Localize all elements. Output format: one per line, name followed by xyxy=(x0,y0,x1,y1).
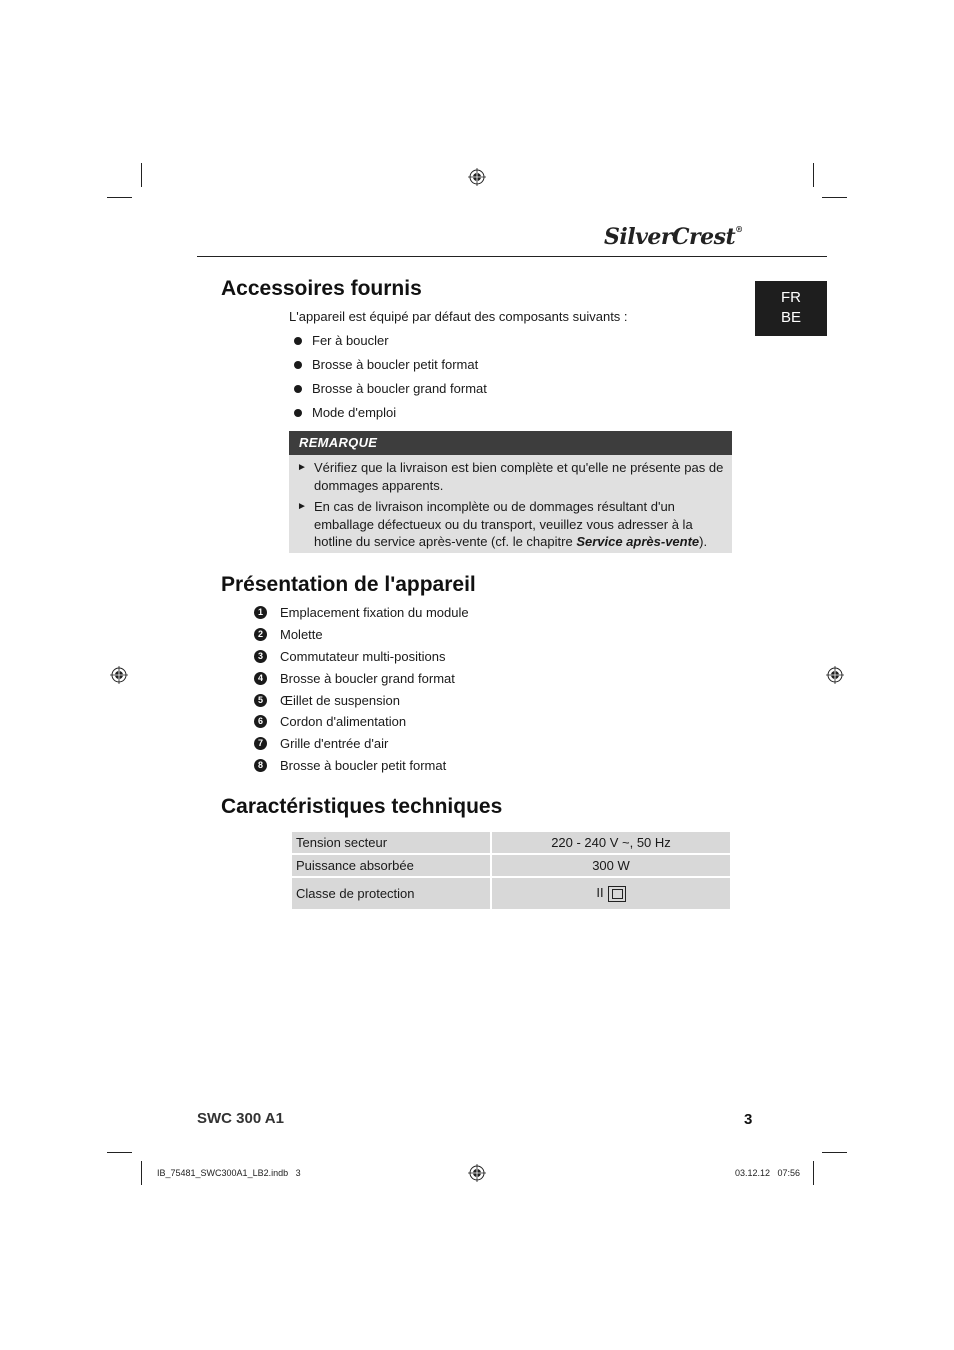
registration-mark-icon xyxy=(468,1164,486,1182)
list-item: Brosse à boucler grand format xyxy=(293,379,487,403)
list-item: Brosse à boucler petit format xyxy=(293,355,487,379)
registration-mark-icon xyxy=(110,666,128,684)
bullet-icon xyxy=(294,409,302,417)
country-code: BE xyxy=(780,309,801,326)
arrow-right-icon: ► xyxy=(297,501,307,512)
section-title-overview: Présentation de l'appareil xyxy=(221,573,476,596)
print-slug-date: 03.12.12 07:56 xyxy=(735,1168,801,1178)
note-box: REMARQUE ► Vérifiez que la livraison est bien complète et qu'elle ne présente pas de dommages apparents. ► En cas de livraison incomplète ou de dommages résultant d'un emballage défectueux ou du transport, veuillez vous adresser à la hotline du service après-vente (cf. le chapitre Service après-vente). xyxy=(289,431,732,553)
list-item: 3 Commutateur multi-positions xyxy=(254,647,469,669)
list-item: 4 Brosse à boucler grand format xyxy=(254,669,469,691)
list-item: 5 Œillet de suspension xyxy=(254,691,469,713)
table-row xyxy=(292,832,730,853)
specs-table xyxy=(290,830,732,911)
number-badge: 8 xyxy=(254,759,267,772)
crop-mark xyxy=(822,1152,847,1153)
spec-value: 220 - 240 V ~, 50 Hz xyxy=(492,832,730,853)
list-item: 8 Brosse à boucler petit format xyxy=(254,756,469,778)
table-row xyxy=(292,855,730,876)
accessories-list xyxy=(293,331,487,427)
number-badge: 5 xyxy=(254,694,267,707)
table-row xyxy=(292,878,730,909)
list-item: Mode d'emploi xyxy=(293,403,487,427)
bullet-icon xyxy=(294,337,302,345)
crop-mark xyxy=(813,163,814,187)
model-number: SWC 300 A1 xyxy=(197,1110,284,1127)
parts-list xyxy=(254,603,469,778)
crop-mark xyxy=(141,1161,142,1185)
crop-mark xyxy=(822,197,847,198)
arrow-right-icon: ► xyxy=(297,462,307,473)
header-divider xyxy=(197,256,827,257)
number-badge: 3 xyxy=(254,650,267,663)
number-badge: 2 xyxy=(254,628,267,641)
language-tab xyxy=(755,281,827,336)
spec-label: Tension secteur xyxy=(292,832,490,853)
registration-mark-icon xyxy=(468,168,486,186)
registration-mark-icon xyxy=(826,666,844,684)
spec-value: 300 W xyxy=(492,855,730,876)
spec-label: Puissance absorbée xyxy=(292,855,490,876)
page-number: 3 xyxy=(744,1111,753,1128)
crop-mark xyxy=(813,1161,814,1185)
list-item: 7 Grille d'entrée d'air xyxy=(254,734,469,756)
brand-logo: SilverCrest® xyxy=(604,224,743,250)
list-item: 1 Emplacement fixation du module xyxy=(254,603,469,625)
section-title-specs: Caractéristiques techniques xyxy=(221,795,503,818)
crop-mark xyxy=(141,163,142,187)
bullet-icon xyxy=(294,361,302,369)
number-badge: 7 xyxy=(254,737,267,750)
accessories-intro: L'appareil est équipé par défaut des composants suivants : xyxy=(289,309,628,324)
number-badge: 4 xyxy=(254,672,267,685)
section-title-accessories: Accessoires fournis xyxy=(221,277,422,300)
crop-mark xyxy=(107,197,132,198)
crop-mark xyxy=(107,1152,132,1153)
class-ii-icon xyxy=(608,886,626,902)
spec-label: Classe de protection xyxy=(292,878,490,909)
list-item: 6 Cordon d'alimentation xyxy=(254,712,469,734)
language-code: FR xyxy=(781,289,801,306)
spec-value: II xyxy=(492,878,730,909)
list-item: 2 Molette xyxy=(254,625,469,647)
bullet-icon xyxy=(294,385,302,393)
list-item: Fer à boucler xyxy=(293,331,487,355)
note-heading: REMARQUE xyxy=(289,431,732,455)
number-badge: 6 xyxy=(254,715,267,728)
number-badge: 1 xyxy=(254,606,267,619)
print-slug-file: IB_75481_SWC300A1_LB2.indb 3 xyxy=(157,1168,301,1178)
